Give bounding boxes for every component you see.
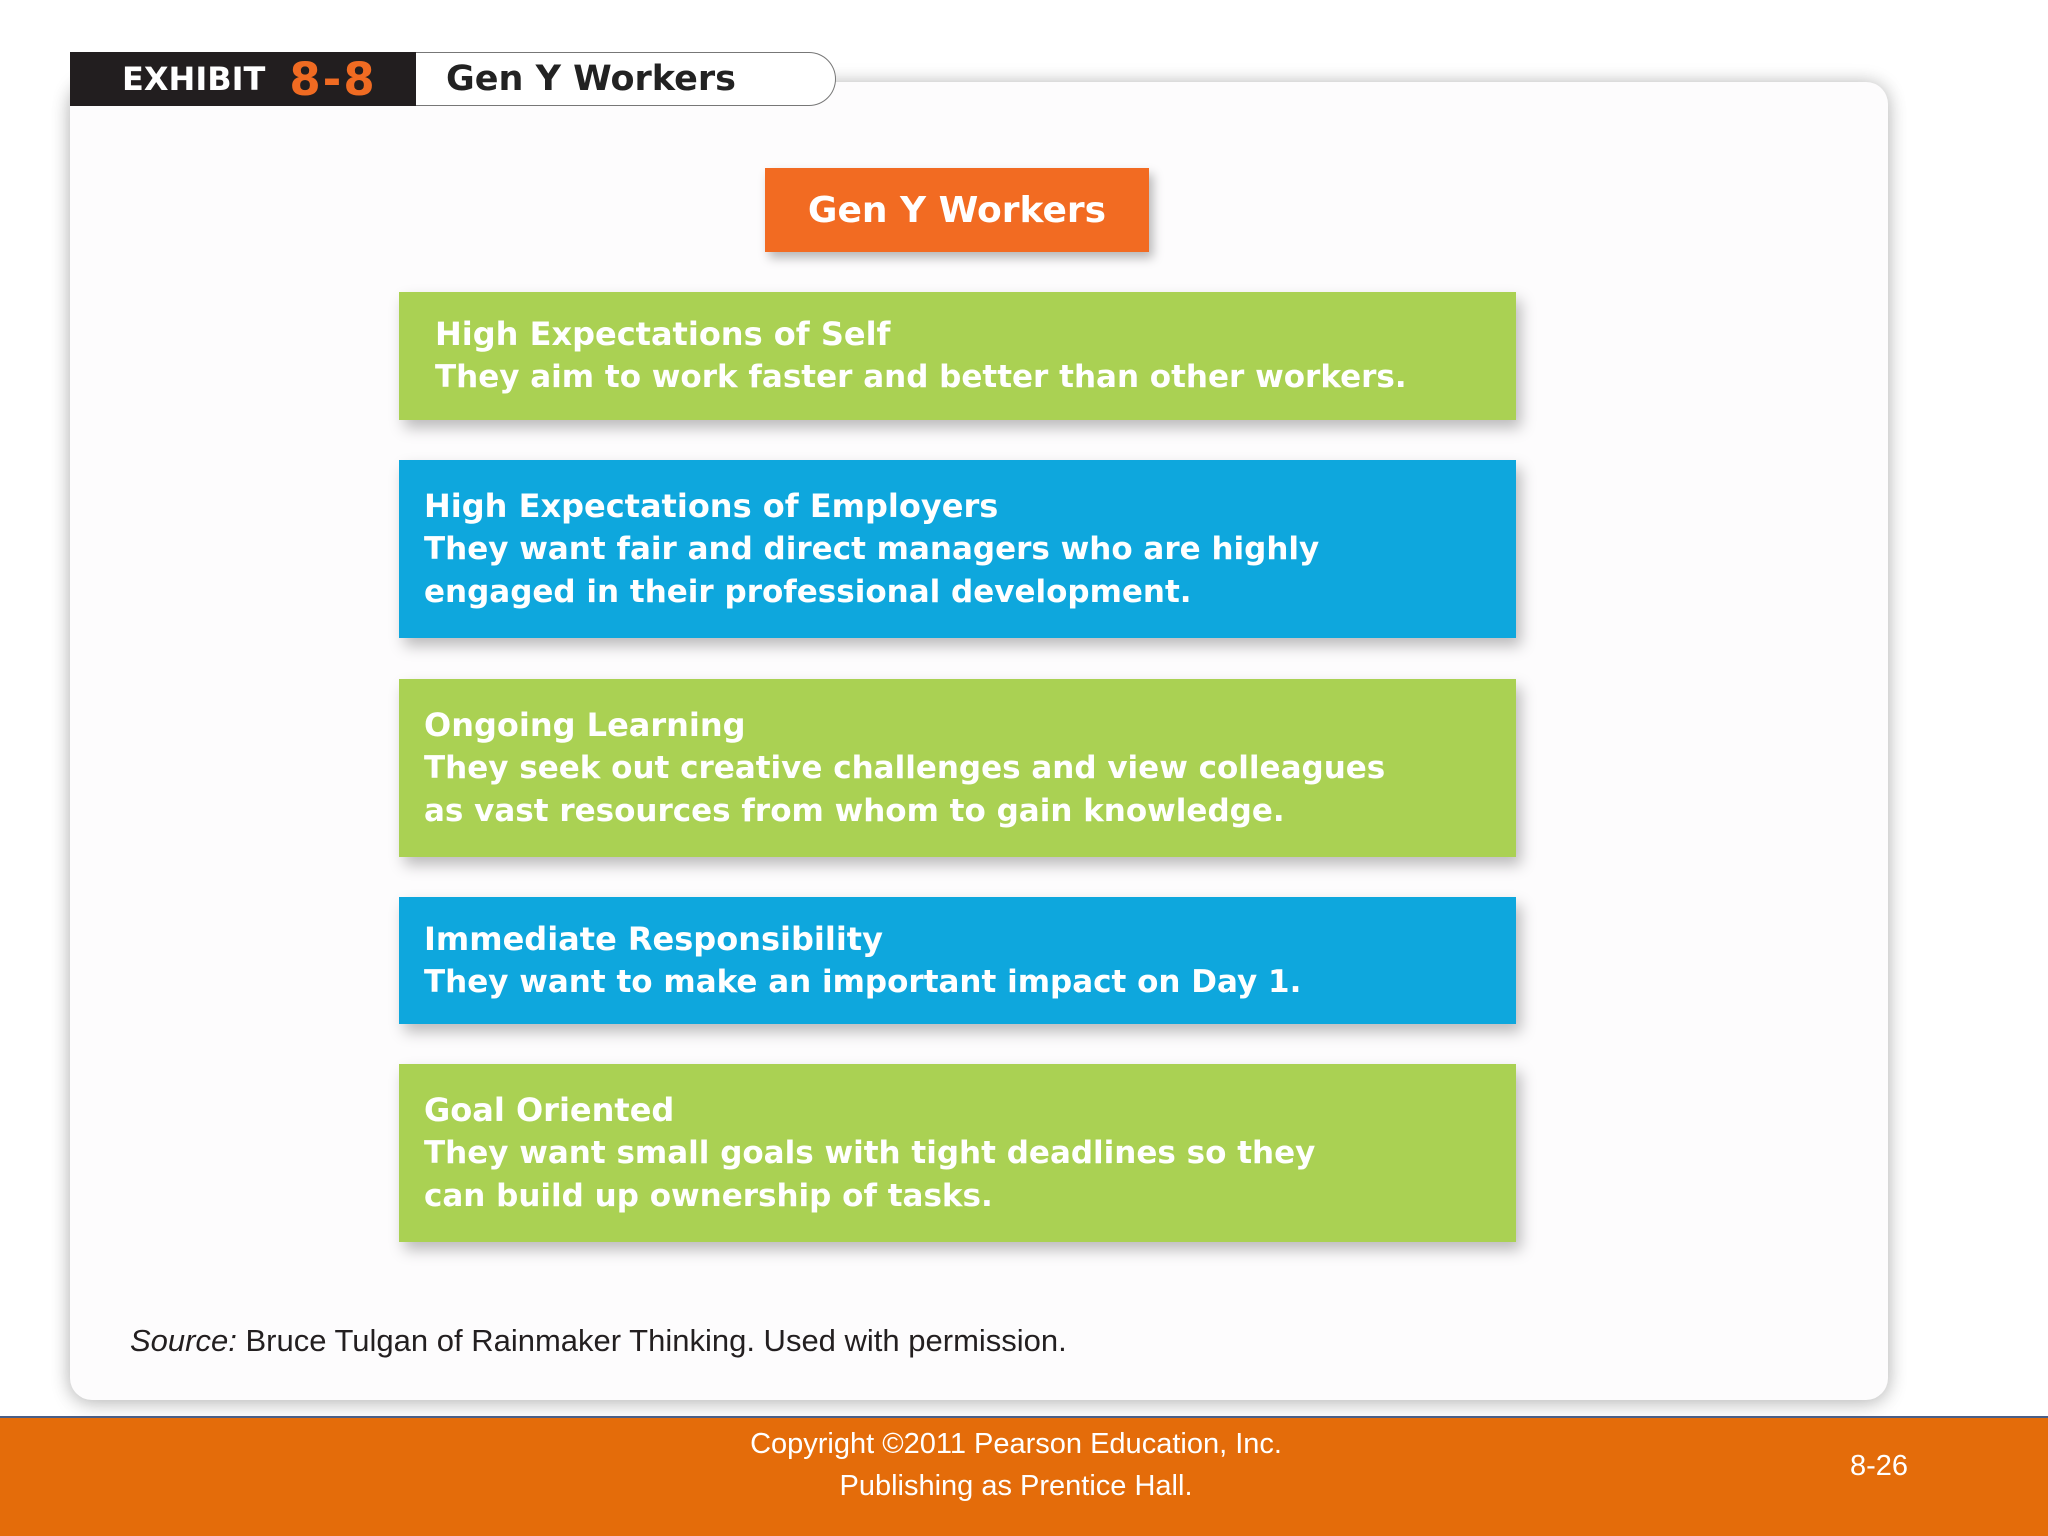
trait-box-goal [399,1064,1516,1242]
trait-box-learning [399,679,1516,857]
exhibit-label: EXHIBIT [122,60,266,98]
footer-bar [0,1416,2048,1536]
trait-description-line: engaged in their professional development. [424,573,1192,610]
slide-number: 8-26 [1849,1450,1908,1482]
trait-description-line: They want small goals with tight deadlines so they [424,1134,1316,1171]
source-citation [130,1323,1067,1359]
source-label: Source: [130,1323,237,1358]
exhibit-number: 8-8 [289,52,377,106]
exhibit-label-block [70,52,416,106]
diagram-center-title: Gen Y Workers [765,168,1149,252]
trait-description: They want to make an important impact on Day 1. [424,963,1302,1000]
trait-description-line: They want fair and direct managers who are highly [424,530,1320,567]
trait-box-self [399,292,1516,420]
trait-box-responsibility [399,897,1516,1024]
trait-title: High Expectations of Self [435,315,891,353]
copyright-line-2: Publishing as Prentice Hall. [839,1470,1193,1502]
trait-title: Ongoing Learning [424,705,746,744]
trait-title: Immediate Responsibility [424,919,883,958]
trait-box-employers [399,460,1516,638]
trait-description: They aim to work faster and better than other workers. [435,359,1407,395]
exhibit-title: Gen Y Workers [446,59,736,99]
trait-description-line: They seek out creative challenges and view colleagues [424,749,1386,786]
trait-title: Goal Oriented [424,1090,675,1129]
trait-title: High Expectations of Employers [424,486,999,525]
copyright-line-1: Copyright ©2011 Pearson Education, Inc. [750,1428,1282,1460]
source-text: Bruce Tulgan of Rainmaker Thinking. Used with permission. [245,1323,1067,1358]
trait-description-line: as vast resources from whom to gain knowledge. [424,792,1285,829]
exhibit-title-tab [416,52,836,106]
trait-description-line: can build up ownership of tasks. [424,1177,993,1214]
